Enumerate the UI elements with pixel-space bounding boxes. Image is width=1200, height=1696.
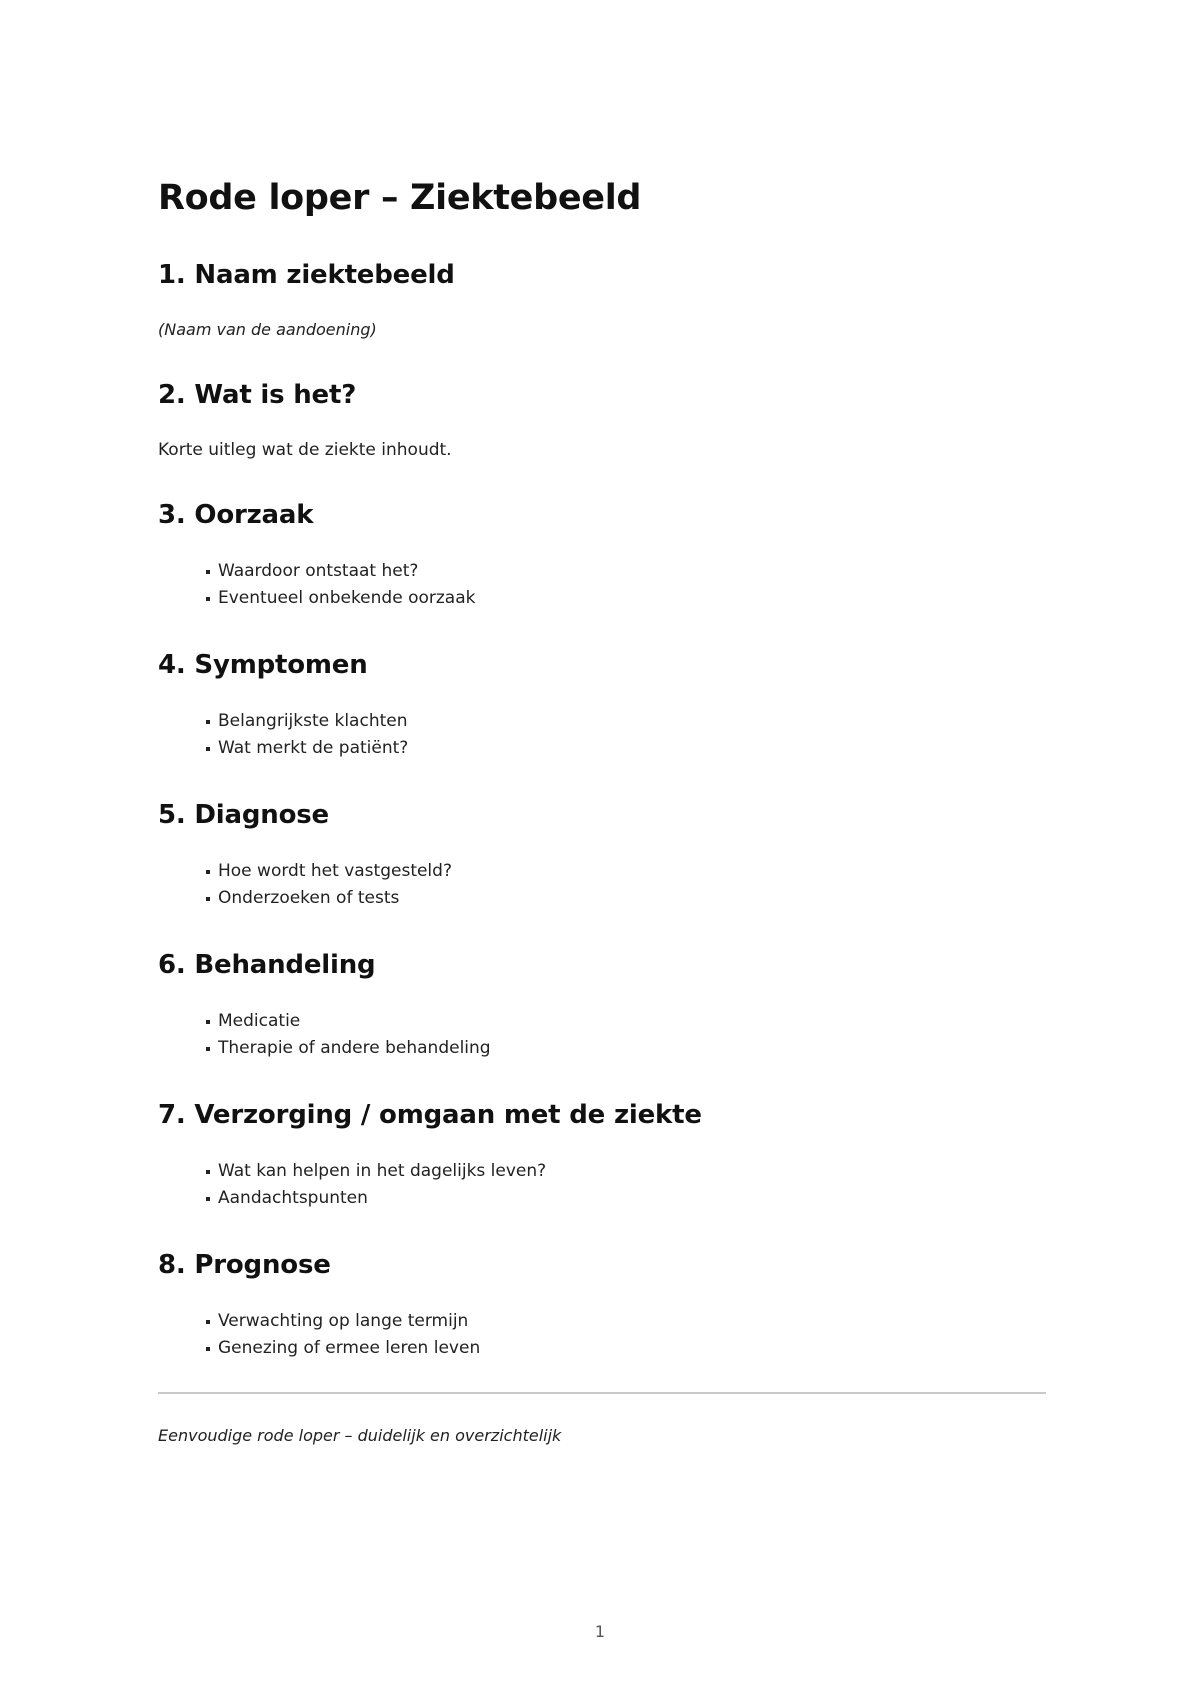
section-diagnosis — [158, 792, 1046, 942]
bullet-icon — [206, 1020, 210, 1024]
bullet-item — [206, 858, 1046, 885]
bullet-item — [206, 1335, 1046, 1362]
section-heading: 5. Diagnose — [158, 800, 329, 830]
bullet-text: Genezing of ermee leren leven — [218, 1338, 481, 1358]
section-text: Korte uitleg wat de ziekte inhoudt. — [158, 440, 452, 460]
section-body — [158, 688, 1046, 792]
bullet-text: Aandachtspunten — [218, 1188, 368, 1208]
bullet-list — [158, 1158, 1046, 1212]
section-what-is-it — [158, 372, 1046, 492]
bullet-item — [206, 708, 1046, 735]
section-heading: 7. Verzorging / omgaan met de ziekte — [158, 1100, 702, 1130]
bullet-item — [206, 558, 1046, 585]
section-heading: 2. Wat is het? — [158, 380, 357, 410]
bullet-icon — [206, 1047, 210, 1051]
bullet-list — [158, 558, 1046, 612]
bullet-text: Therapie of andere behandeling — [218, 1038, 491, 1058]
bullet-text: Hoe wordt het vastgesteld? — [218, 861, 452, 881]
bullet-icon — [206, 897, 210, 901]
bullet-item — [206, 1158, 1046, 1185]
section-name — [158, 252, 1046, 372]
bullet-list — [158, 1008, 1046, 1062]
bullet-item — [206, 585, 1046, 612]
bullet-text: Verwachting op lange termijn — [218, 1311, 469, 1331]
bullet-list — [158, 858, 1046, 912]
bullet-item — [206, 1035, 1046, 1062]
bullet-text: Wat kan helpen in het dagelijks leven? — [218, 1161, 547, 1181]
bullet-icon — [206, 870, 210, 874]
footer-note: Eenvoudige rode loper – duidelijk en overzichtelijk — [158, 1426, 562, 1445]
section-heading: 3. Oorzaak — [158, 500, 314, 530]
section-note: (Naam van de aandoening) — [158, 320, 377, 339]
section-body — [158, 838, 1046, 942]
section-body — [158, 1138, 1046, 1242]
section-body — [158, 538, 1046, 642]
bullet-text: Onderzoeken of tests — [218, 888, 400, 908]
bullet-icon — [206, 597, 210, 601]
bullet-text: Waardoor ontstaat het? — [218, 561, 419, 581]
bullet-icon — [206, 570, 210, 574]
section-heading: 1. Naam ziektebeeld — [158, 260, 455, 290]
section-care — [158, 1092, 1046, 1242]
bullet-icon — [206, 747, 210, 751]
bullet-text: Eventueel onbekende oorzaak — [218, 588, 476, 608]
section-body — [158, 298, 1046, 372]
bullet-item — [206, 735, 1046, 762]
section-cause — [158, 492, 1046, 642]
bullet-item — [206, 1008, 1046, 1035]
bullet-item — [206, 885, 1046, 912]
bullet-text: Belangrijkste klachten — [218, 711, 408, 731]
document-title: Rode loper – Ziektebeeld — [158, 178, 642, 218]
section-prognosis — [158, 1242, 1046, 1388]
bullet-text: Medicatie — [218, 1011, 301, 1031]
section-body — [158, 988, 1046, 1092]
section-heading: 4. Symptomen — [158, 650, 368, 680]
bullet-icon — [206, 1197, 210, 1201]
bullet-text: Wat merkt de patiënt? — [218, 738, 409, 758]
bullet-icon — [206, 1347, 210, 1351]
bullet-item — [206, 1185, 1046, 1212]
section-treatment — [158, 942, 1046, 1092]
bullet-list — [158, 1308, 1046, 1362]
section-body — [158, 1288, 1046, 1388]
section-body — [158, 418, 1046, 492]
bullet-list — [158, 708, 1046, 762]
page-number: 1 — [594, 1622, 606, 1641]
bullet-icon — [206, 720, 210, 724]
bullet-icon — [206, 1320, 210, 1324]
section-heading: 8. Prognose — [158, 1250, 331, 1280]
bullet-icon — [206, 1170, 210, 1174]
section-heading: 6. Behandeling — [158, 950, 376, 980]
horizontal-divider — [158, 1392, 1046, 1394]
document-page — [158, 170, 1046, 1448]
bullet-item — [206, 1308, 1046, 1335]
section-symptoms — [158, 642, 1046, 792]
